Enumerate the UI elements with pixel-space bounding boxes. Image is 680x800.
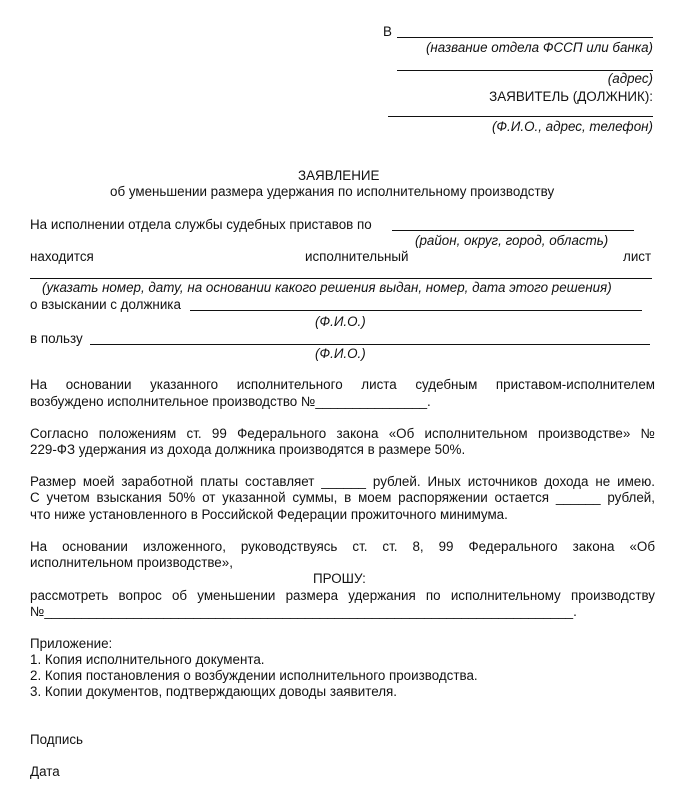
paragraph-3-line-3: что ниже установленного в Российской Федерации прожиточного минимума. bbox=[30, 507, 508, 522]
date-label: Дата bbox=[30, 764, 60, 779]
paragraph-4-line-2: исполнительном производстве», bbox=[30, 555, 233, 570]
paragraph-3-line-2: С учетом взыскания 50% от указанной суммы, в моем распоряжении остается ______ рублей, bbox=[30, 490, 655, 505]
paragraph-5-line-2: №_______________________________________________________________________. bbox=[30, 604, 577, 619]
word-located: находится bbox=[30, 249, 94, 264]
debtor-label: о взыскании с должника bbox=[30, 297, 181, 312]
word-executive: исполнительный bbox=[305, 249, 409, 264]
document-subtitle: об уменьшении размера удержания по исполнительному производству bbox=[110, 184, 555, 199]
office-text: На исполнении отдела службы судебных приставов по bbox=[30, 217, 372, 232]
paragraph-2-line-2: 229-ФЗ удержания из дохода должника производятся в размере 50%. bbox=[30, 442, 466, 457]
debtor-name-line[interactable] bbox=[190, 310, 642, 311]
addressee-prefix: В bbox=[383, 24, 392, 39]
office-region-line[interactable] bbox=[392, 230, 634, 231]
writ-details-line[interactable] bbox=[30, 278, 652, 279]
creditor-label: в пользу bbox=[30, 331, 83, 346]
request-heading: ПРОШУ: bbox=[313, 571, 366, 586]
attachment-item: 2. Копия постановления о возбуждении исполнительного производства. bbox=[30, 668, 478, 683]
paragraph-5-line-1: рассмотреть вопрос об уменьшении размера удержания по исполнительному производству bbox=[30, 588, 655, 603]
attachment-item: 1. Копия исполнительного документа. bbox=[30, 652, 265, 667]
paragraph-2-line-1: Согласно положениям ст. 99 Федерального закона «Об исполнительном производстве» № bbox=[30, 426, 655, 441]
attachment-item: 3. Копии документов, подтверждающих доводы заявителя. bbox=[30, 684, 398, 699]
writ-details-hint: (указать номер, дату, на основании какого решения выдан, номер, дата этого решения) bbox=[42, 280, 612, 295]
applicant-label: ЗАЯВИТЕЛЬ (ДОЛЖНИК): bbox=[489, 89, 653, 104]
region-hint: (район, округ, город, область) bbox=[415, 233, 609, 248]
debtor-fio-hint: (Ф.И.О.) bbox=[315, 314, 366, 329]
word-writ: лист bbox=[623, 249, 652, 264]
applicant-line[interactable] bbox=[388, 116, 653, 117]
addressee-dept-hint: (название отдела ФССП или банка) bbox=[425, 40, 653, 55]
signature-label: Подпись bbox=[30, 732, 83, 747]
paragraph-1-line-1: На основании указанного исполнительного листа судебным приставом-исполнителем bbox=[30, 377, 655, 392]
paragraph-3-line-1: Размер моей заработной платы составляет ______ рублей. Иных источников дохода не имею. bbox=[30, 474, 655, 489]
addressee-address-hint: (адрес) bbox=[607, 71, 653, 86]
attachments-heading: Приложение: bbox=[30, 636, 113, 651]
addressee-dept-line[interactable] bbox=[397, 37, 653, 38]
document-title: ЗАЯВЛЕНИЕ bbox=[298, 168, 380, 183]
creditor-fio-hint: (Ф.И.О.) bbox=[315, 346, 366, 361]
paragraph-1-line-2: возбуждено исполнительное производство №_______________. bbox=[30, 394, 431, 409]
applicant-hint: (Ф.И.О., адрес, телефон) bbox=[491, 119, 653, 134]
creditor-name-line[interactable] bbox=[90, 344, 650, 345]
paragraph-4-line-1: На основании изложенного, руководствуясь ст. ст. 8, 99 Федерального закона «Об bbox=[30, 539, 655, 554]
